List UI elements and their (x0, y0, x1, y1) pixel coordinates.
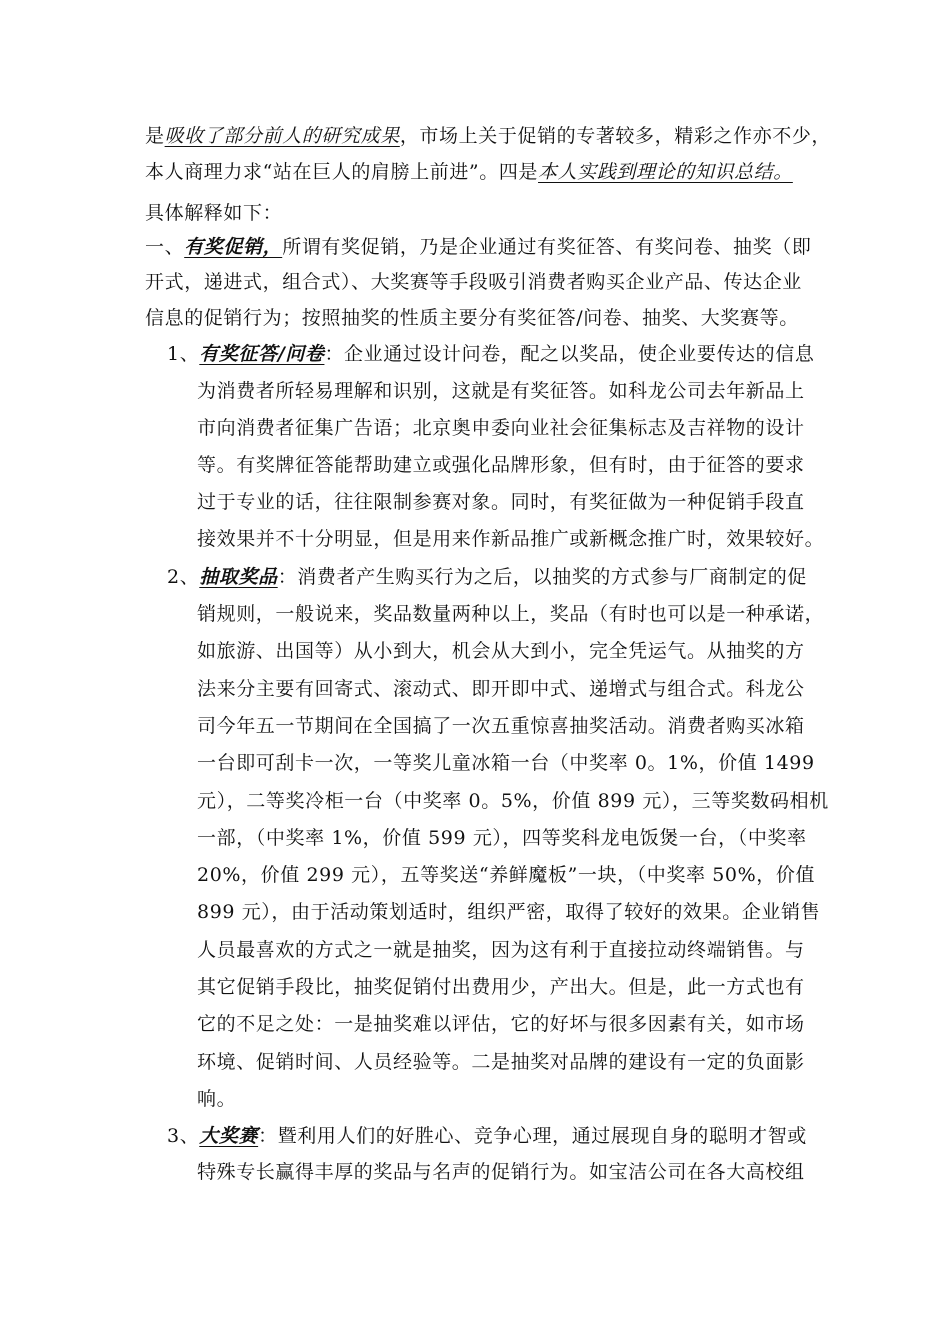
item-number: 2、 (167, 566, 200, 588)
item1-line-1 (167, 342, 814, 366)
intro-line-3: 具体解释如下： (145, 202, 283, 224)
item3-line-1 (167, 1124, 807, 1148)
section-number: 一、 (145, 236, 185, 258)
section1-line-3: 信息的促销行为；按照抽奖的性质主要分有奖征答/问卷、抽奖、大奖赛等。 (145, 307, 799, 329)
item2-line-4: 法来分主要有回寄式、滚动式、即开即中式、递增式与组合式。科龙公 (197, 678, 805, 700)
item2-line-12: 其它促销手段比，抽奖促销付出费用少，产出大。但是，此一方式也有 (197, 976, 805, 998)
item-heading: 有奖征答/问卷 (199, 343, 325, 365)
item-number: 1、 (167, 343, 200, 365)
item2-line-3: 如旅游、出国等）从小到大，机会从大到小，完全凭运气。从抽奖的方 (197, 640, 805, 662)
item-heading: 抽取奖品 (199, 566, 278, 588)
text: 本人商理力求“站在巨人的肩膀上前进”。四是 (145, 161, 539, 183)
item2-line-9: 20%，价值 299 元），五等奖送“养鲜魔板”一块，（中奖率 50%，价值 (197, 864, 816, 886)
item1-line-5: 过于专业的话，往往限制参赛对象。同时，有奖征做为一种促销手段直 (197, 491, 805, 513)
section1-line-1 (145, 235, 811, 259)
intro-line-1 (145, 124, 831, 148)
item2-line-8: 一部，（中奖率 1%，价值 599 元），四等奖科龙电饭煲一台，（中奖率 (197, 827, 807, 849)
item2-line-15: 响。 (197, 1088, 237, 1110)
text: 所谓有奖促销，乃是企业通过有奖征答、有奖问卷、抽奖（即 (282, 236, 812, 258)
section1-line-2: 开式，递进式，组合式）、大奖赛等手段吸引消费者购买企业产品、传达企业 (145, 271, 802, 293)
text: ：消费者产生购买行为之后，以抽奖的方式参与厂商制定的促 (277, 566, 807, 588)
underlined-phrase: 吸收了部分前人的研究成果 (164, 125, 400, 147)
item2-line-11: 人员最喜欢的方式之一就是抽奖，因为这有利于直接拉动终端销售。与 (197, 939, 805, 961)
item2-line-10: 899 元），由于活动策划适时，组织严密，取得了较好的效果。企业销售 (197, 901, 821, 923)
text: 是 (145, 125, 165, 147)
item2-line-13: 它的不足之处：一是抽奖难以评估，它的好坏与很多因素有关，如市场 (197, 1013, 805, 1035)
item3-line-2: 特殊专长赢得丰厚的奖品与名声的促销行为。如宝洁公司在各大高校组 (197, 1161, 805, 1183)
underlined-phrase: 本人实践到理论的知识总结。 (538, 161, 793, 183)
text: ：暨利用人们的好胜心、竞争心理，通过展现自身的聪明才智或 (258, 1125, 807, 1147)
item2-line-5: 司今年五一节期间在全国搞了一次五重惊喜抽奖活动。消费者购买冰箱 (197, 715, 805, 737)
item2-line-1 (167, 565, 807, 589)
item2-line-2: 销规则，一般说来，奖品数量两种以上，奖品（有时也可以是一种承诺， (197, 603, 825, 625)
item2-line-14: 环境、促销时间、人员经验等。二是抽奖对品牌的建设有一定的负面影 (197, 1051, 805, 1073)
section-heading: 有奖促销， (184, 236, 283, 258)
item1-line-2: 为消费者所轻易理解和识别，这就是有奖征答。如科龙公司去年新品上 (197, 380, 805, 402)
text: ：企业通过设计问卷，配之以奖品，使企业要传达的信息 (324, 343, 815, 365)
intro-line-2 (145, 160, 793, 184)
text: ，市场上关于促销的专著较多，精彩之作亦不少， (399, 125, 832, 147)
item1-line-3: 市向消费者征集广告语；北京奥申委向业社会征集标志及吉祥物的设计 (197, 417, 805, 439)
item1-line-4: 等。有奖牌征答能帮助建立或强化品牌形象，但有时，由于征答的要求 (197, 454, 805, 476)
item2-line-6: 一台即可刮卡一次，一等奖儿童冰箱一台（中奖率 0。1%，价值 1499 (197, 752, 815, 774)
item-number: 3、 (167, 1125, 200, 1147)
item2-line-7: 元），二等奖冷柜一台（中奖率 0。5%，价值 899 元），三等奖数码相机 (197, 790, 829, 812)
item-heading: 大奖赛 (199, 1125, 259, 1147)
item1-line-6: 接效果并不十分明显，但是用来作新品推广或新概念推广时，效果较好。 (197, 528, 825, 550)
